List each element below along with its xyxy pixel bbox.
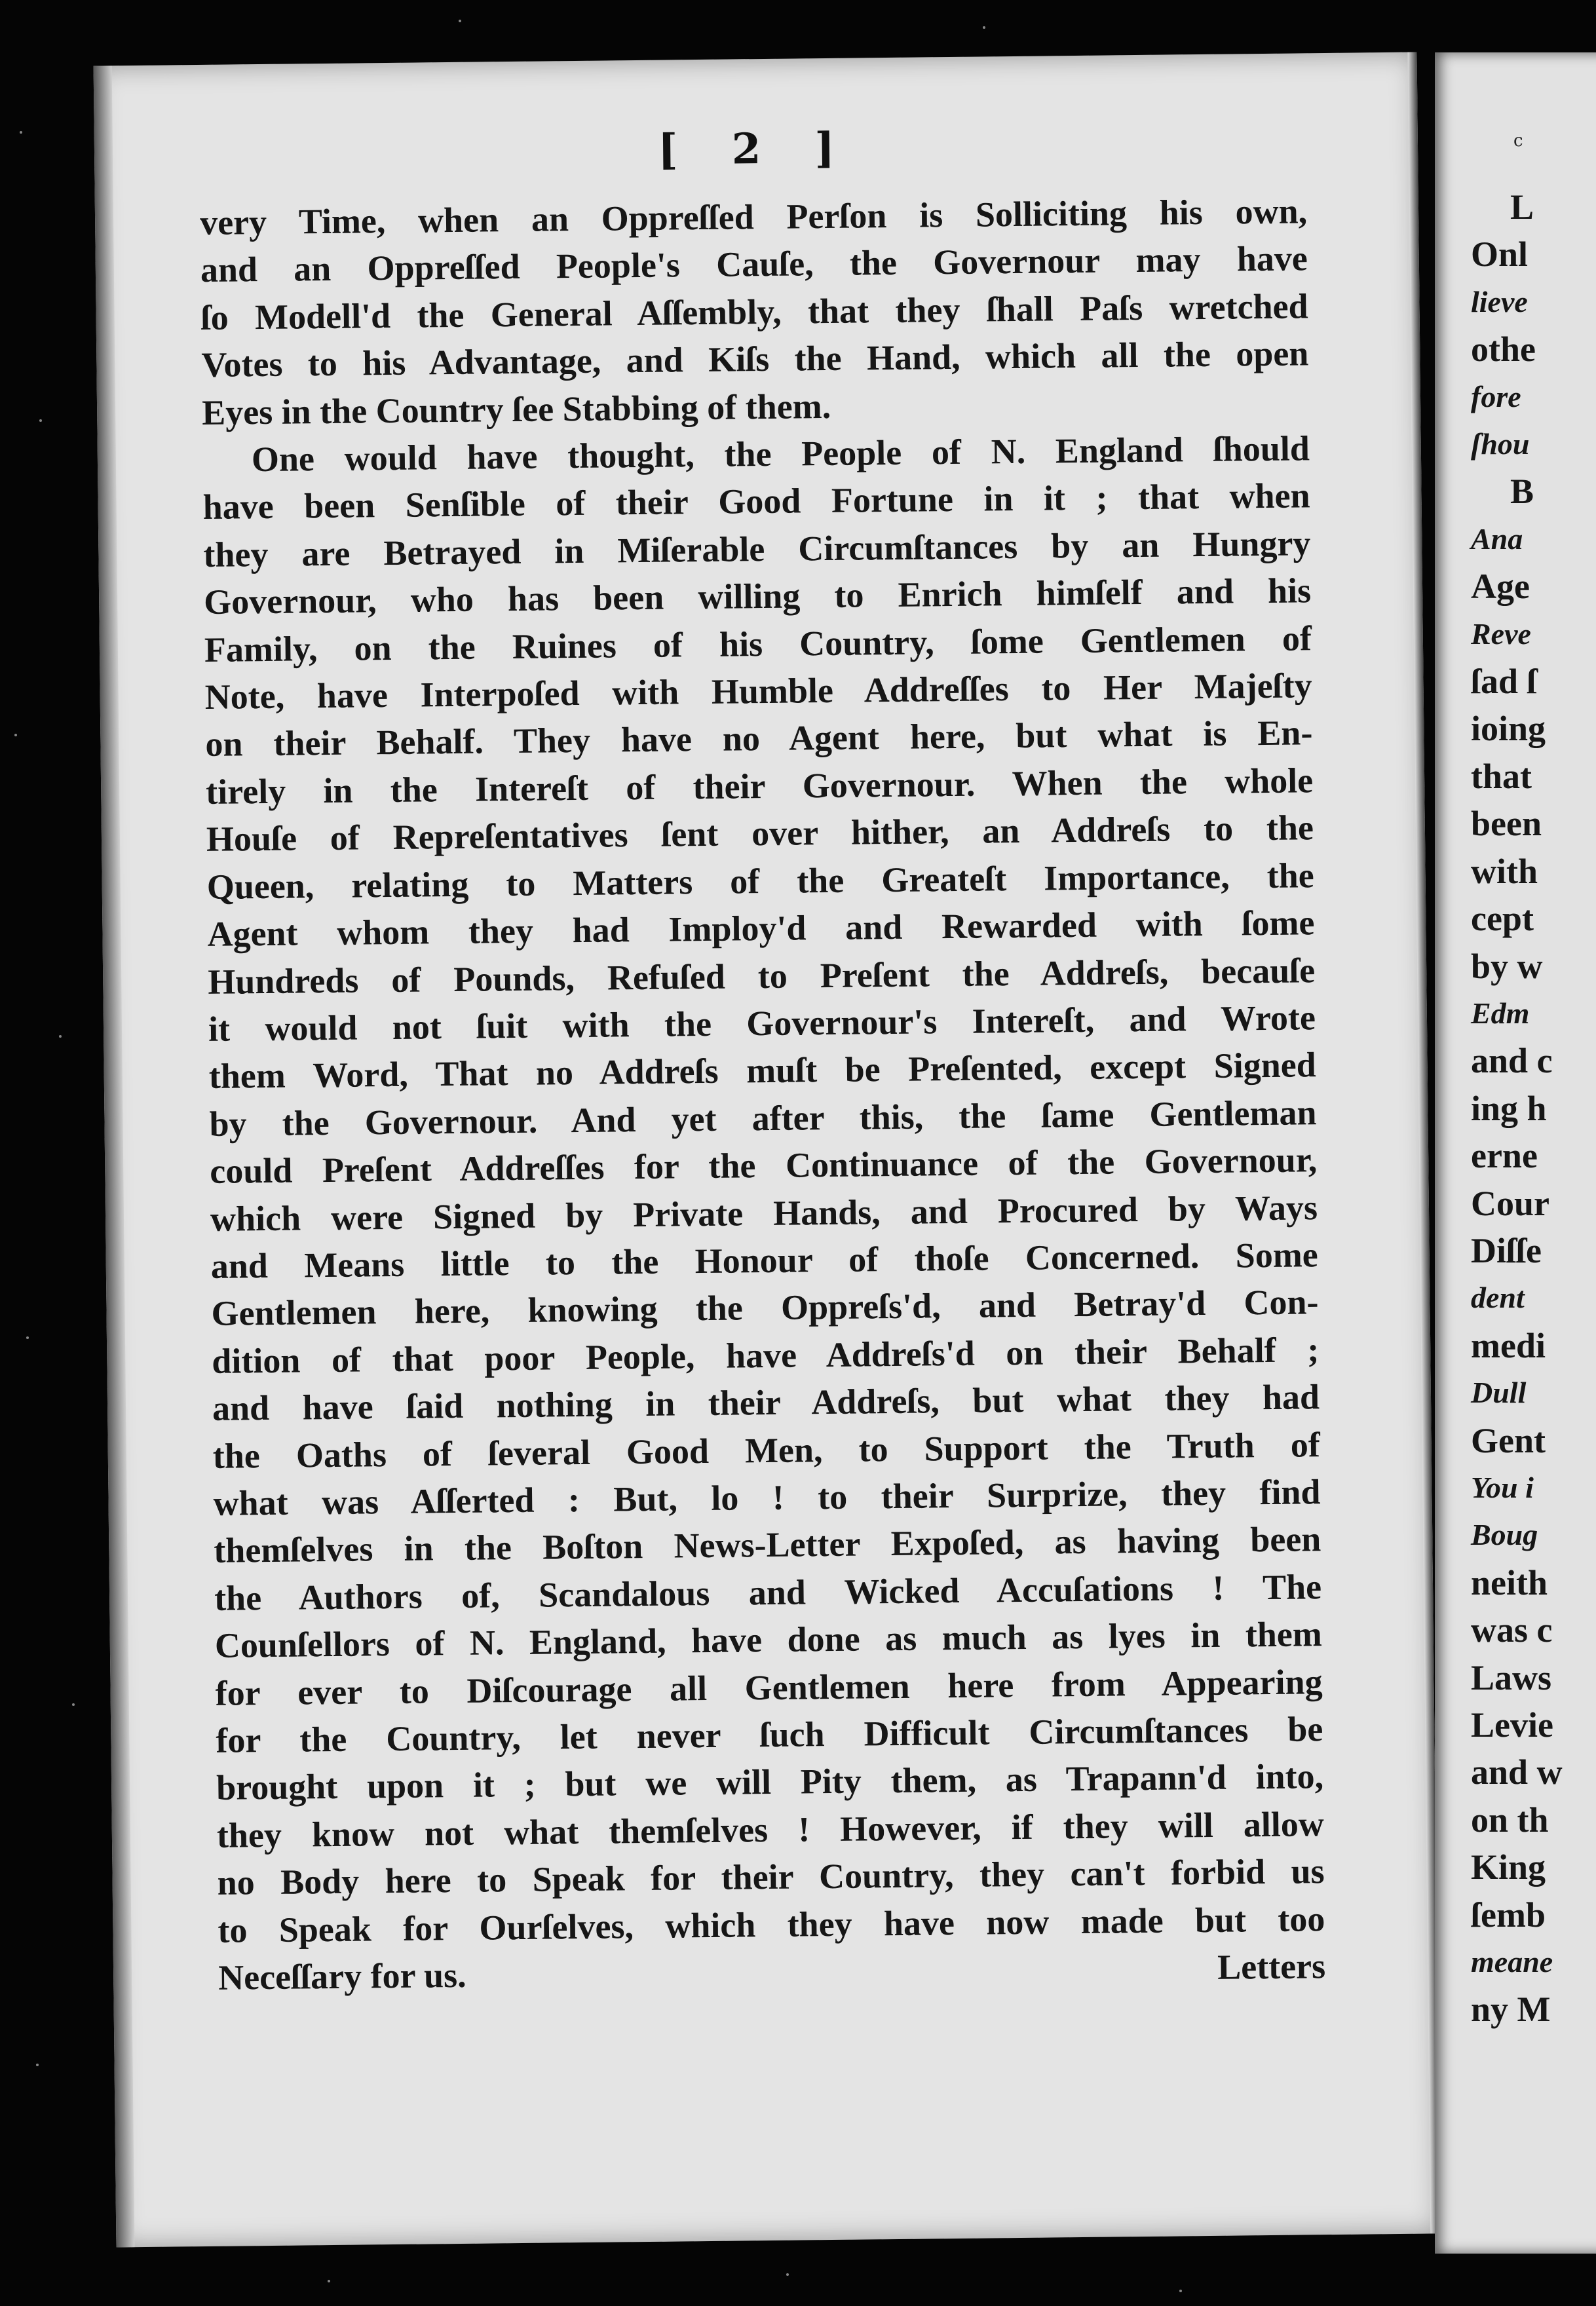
text-line: have been Senſible of their Good Fortune in it ; that when (202, 476, 1310, 527)
text-line: brought upon it ; but we will Pity them, as Trapann'd into, (216, 1756, 1324, 1808)
text-line: and c (1471, 1041, 1553, 1081)
text-line: ſo Modell'd the General Aſſembly, that they ſhall Paſs wretched (200, 286, 1308, 337)
speck (983, 26, 985, 29)
text-line: Diſſe (1471, 1230, 1542, 1270)
speck (72, 1703, 75, 1706)
text-line: King (1471, 1847, 1546, 1887)
text-line: on their Behalf. They have no Agent here, but what is En- (205, 713, 1313, 765)
text-line: they know not what themſelves ! However, if they will allow (216, 1804, 1325, 1855)
speck (26, 1336, 29, 1339)
text-line: what was Aſſerted : But, lo ! to their Surprize, they find (213, 1472, 1321, 1523)
text-line: neith (1471, 1562, 1548, 1602)
text-line: they are Betrayed in Miſerable Circumſtances by an Hungry (203, 523, 1311, 575)
text-line: Levie (1471, 1705, 1553, 1745)
speck (786, 2273, 789, 2276)
text-line: ing h (1471, 1088, 1547, 1128)
text-line: Houſe of Repreſentatives ſent over hither, an Addreſs to the (206, 808, 1314, 860)
text-line: Dull (1471, 1376, 1527, 1410)
text-line: themſelves in the Boſton News-Letter Expoſed, as having been (214, 1519, 1321, 1571)
text-line: Age (1471, 567, 1530, 607)
text-line: for the Country, let never ſuch Difficult Circumſtances be (216, 1709, 1323, 1760)
text-line: the Authors of, Scandalous and Wicked Accuſations ! The (214, 1566, 1322, 1618)
text-line: Gentlemen here, knowing the Oppreſs'd, and Betray'd Con- (211, 1282, 1319, 1334)
text-line: Counſellors of N. England, have done as much as lyes in them (214, 1614, 1323, 1666)
text-line: could Preſent Addreſſes for the Continuance of the Governour, (209, 1140, 1318, 1192)
text-line: tirely in the Intereſt of their Governour. When the whole (205, 761, 1314, 812)
text-line: Queen, relating to Matters of the Greateſt Importance, the (206, 855, 1314, 907)
text-line: medi (1471, 1325, 1546, 1365)
text-line: ioing (1471, 709, 1546, 749)
text-line: cept (1471, 899, 1534, 939)
text-line: Laws (1471, 1657, 1552, 1697)
text-line: Eyes in the Country ſee Stabbing of them. (201, 386, 831, 432)
text-line: dent (1471, 1281, 1525, 1315)
page-number: [ 2 ] (657, 123, 855, 175)
text-line: You i (1471, 1470, 1534, 1504)
text-line: Onl (1471, 235, 1529, 274)
text-line: ſhou (1471, 427, 1530, 461)
speck (20, 131, 22, 134)
text-line: on th (1471, 1800, 1549, 1840)
page-mark: c (1513, 131, 1523, 151)
left-page (94, 52, 1440, 2248)
speck (14, 734, 17, 736)
text-line: and an Oppreſſed People's Cauſe, the Governour may have (200, 238, 1308, 290)
text-line: Cour (1471, 1183, 1549, 1223)
text-line: them Word, That no Addreſs muſt be Preſented, except Signed (208, 1045, 1317, 1097)
text-line: with (1471, 851, 1538, 891)
text-line: Votes to his Advantage, and Kiſs the Hand, which all the open (201, 333, 1309, 385)
text-line: Family, on the Ruines of his Country, ſome Gentlemen of (204, 618, 1312, 670)
right-page (1435, 52, 1596, 2254)
text-line: the Oaths of ſeveral Good Men, to Support the Truth of (212, 1424, 1321, 1476)
speck (1179, 2290, 1182, 2292)
body-text (200, 187, 1326, 2001)
text-line: it would not ſuit with the Governour's Intereſt, and Wrote (208, 998, 1316, 1049)
speck (328, 2280, 330, 2282)
catchword: Letters (1217, 1946, 1326, 1988)
text-line: L (1510, 187, 1534, 227)
text-line: ny M (1471, 1990, 1551, 2030)
text-line: meane (1471, 1945, 1553, 1979)
speck (36, 2064, 39, 2066)
text-line: One would have thought, the People of N. England ſhould (251, 428, 1310, 480)
text-line: Edm (1471, 996, 1530, 1030)
speck (459, 20, 461, 22)
text-line: and have ſaid nothing in their Addreſs, but what they had (212, 1377, 1320, 1429)
text-line: ſad ſ (1471, 662, 1537, 702)
text-line: Neceſſary for us. (218, 1955, 466, 1997)
text-line: Agent whom they had Imploy'd and Rewarded with ſome (207, 903, 1315, 955)
text-line: very Time, when an Oppreſſed Perſon is Solliciting his own, (199, 191, 1308, 242)
text-line: Note, have Interpoſed with Humble Addreſſes to Her Majeſty (204, 666, 1312, 717)
text-line: no Body here to Speak for their Country, they can't forbid us (217, 1851, 1325, 1903)
text-line: erne (1471, 1136, 1538, 1176)
text-line: for ever to Diſcourage all Gentlemen here from Appearing (215, 1661, 1323, 1713)
text-line: B (1510, 472, 1534, 512)
text-line: Governour, who has been willing to Enrich himſelf and his (203, 571, 1312, 622)
text-line: Boug (1471, 1518, 1538, 1552)
text-line: that (1471, 756, 1532, 796)
text-line: fore (1471, 379, 1521, 413)
text-line: othe (1471, 330, 1536, 369)
text-line: and Means little to the Honour of thoſe Concerned. Some (210, 1235, 1319, 1286)
text-line: ſemb (1471, 1895, 1546, 1935)
text-line: was c (1471, 1610, 1553, 1650)
text-line: Ana (1471, 521, 1523, 556)
text-line: by w (1471, 946, 1543, 986)
text-line: Hundreds of Pounds, Refuſed to Preſent the Addreſs, becauſe (207, 950, 1316, 1002)
right-page-text (1471, 183, 1596, 2033)
text-line: and w (1471, 1752, 1563, 1792)
text-line: been (1471, 804, 1542, 844)
text-line: to Speak for Ourſelves, which they have now made but too (218, 1899, 1325, 1950)
text-line: Gent (1471, 1420, 1546, 1460)
text-line: lieve (1471, 284, 1528, 318)
speck (39, 419, 42, 422)
text-line: which were Signed by Private Hands, and Procured by Ways (210, 1187, 1318, 1239)
text-line: Reve (1471, 616, 1531, 651)
text-line: by the Governour. And yet after this, the ſame Gentleman (209, 1092, 1317, 1144)
text-line: dition of that poor People, have Addreſs'd on their Behalf ; (212, 1329, 1320, 1381)
speck (59, 1035, 62, 1038)
